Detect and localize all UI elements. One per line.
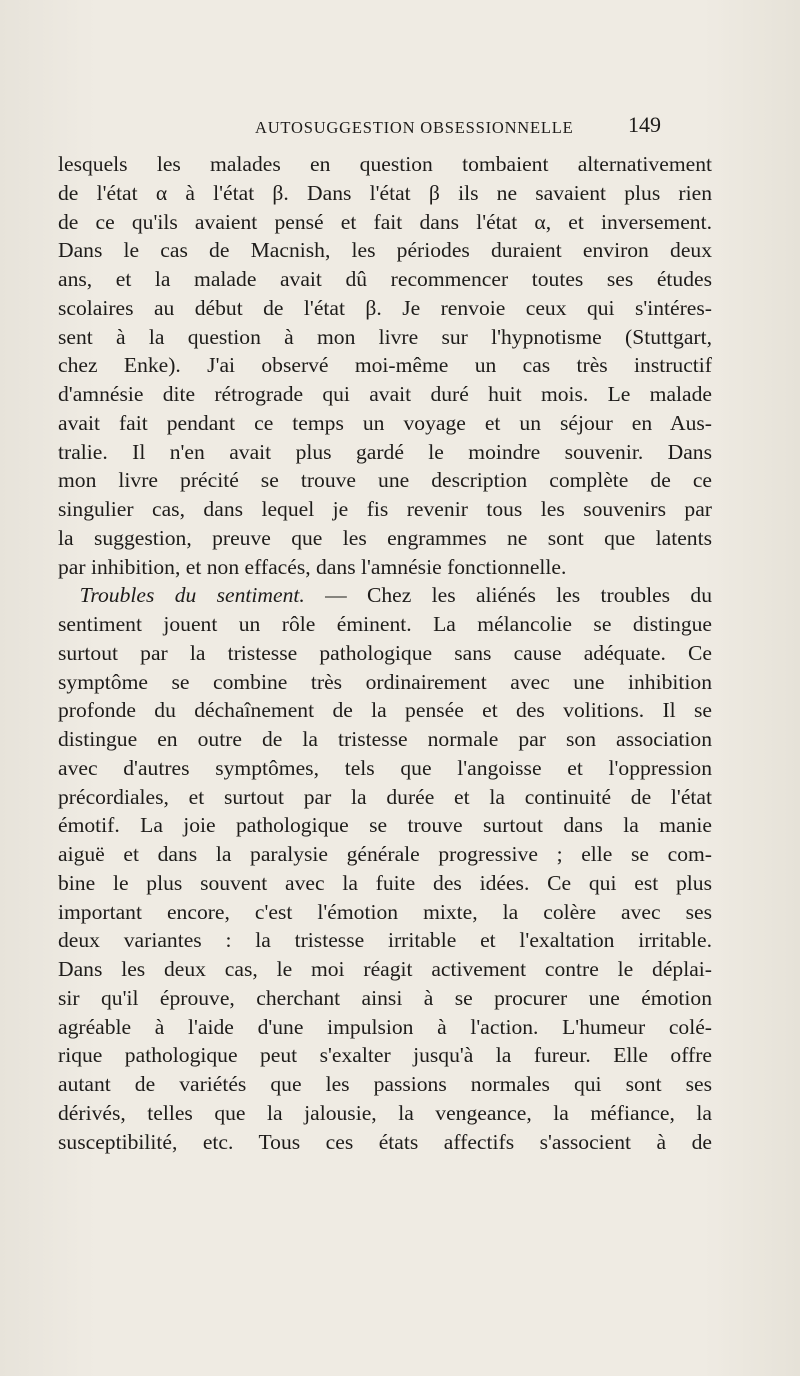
text-line: par inhibition, et non effacés, dans l'amnésie fonctionnelle. [58, 554, 567, 579]
text-line: lesquels les malades en question tombaient alternativement [58, 152, 712, 176]
text-line: avec d'autres symptômes, tels que l'angoisse et l'oppression [58, 755, 712, 780]
text-line: tralie. Il n'en avait plus gardé le moindre souvenir. Dans [58, 439, 712, 464]
text-line: autant de variétés que les passions normales qui sont ses [58, 1072, 712, 1096]
text-line: agréable à l'aide d'une impulsion à l'action. L'humeur colé- [58, 1014, 712, 1039]
text-line: sent à la question à mon livre sur l'hypnotisme (Stuttgart, [58, 324, 712, 349]
text-line: Dans les deux cas, le moi réagit activement contre le déplai- [58, 957, 712, 981]
body-text [58, 150, 712, 1156]
text-line: scolaires au début de l'état β. Je renvoie ceux qui s'intéres- [58, 295, 712, 320]
text-line: important encore, c'est l'émotion mixte, la colère avec ses [58, 899, 712, 924]
text-line: d'amnésie dite rétrograde qui avait duré huit mois. Le malade [58, 382, 712, 406]
section-heading: Troubles du sentiment. [79, 583, 305, 608]
text-line: la suggestion, preuve que les engrammes ne sont que latents [58, 525, 712, 550]
text-line: profonde du déchaînement de la pensée et des volitions. Il se [58, 698, 712, 723]
text-line: mon livre précité se trouve une description complète de ce [58, 468, 712, 493]
text-line: symptôme se combine très ordinairement avec une inhibition [58, 669, 712, 694]
text-line: distingue en outre de la tristesse normale par son association [58, 727, 712, 751]
section-first-line-rest: — Chez les aliénés les troubles du [304, 583, 712, 608]
text-line: de l'état α à l'état β. Dans l'état β ils ne savaient plus rien [58, 180, 712, 205]
text-line: bine le plus souvent avec la fuite des idées. Ce qui est plus [58, 870, 712, 895]
text-line: singulier cas, dans lequel je fis revenir tous les souvenirs par [58, 497, 712, 521]
text-line: de ce qu'ils avaient pensé et fait dans l'état α, et inversement. [58, 209, 712, 234]
text-line: chez Enke). J'ai observé moi-même un cas très instructif [58, 353, 712, 378]
text-line: ans, et la malade avait dû recommencer toutes ses études [58, 267, 712, 291]
text-line: surtout par la tristesse pathologique sans cause adéquate. Ce [58, 640, 712, 665]
text-line: Dans le cas de Macnish, les périodes duraient environ deux [58, 238, 712, 263]
running-header: AUTOSUGGESTION OBSESSIONNELLE [255, 118, 574, 137]
text-line: sir qu'il éprouve, cherchant ainsi à se procurer une émotion [58, 985, 712, 1010]
text-line: dérivés, telles que la jalousie, la vengeance, la méfiance, la [58, 1100, 712, 1125]
text-line: susceptibilité, etc. Tous ces états affectifs s'associent à de [58, 1129, 712, 1154]
page-number: 149 [628, 112, 661, 137]
text-line: rique pathologique peut s'exalter jusqu'à la fureur. Elle offre [58, 1043, 712, 1068]
section-first-line [58, 581, 712, 610]
text-line: avait fait pendant ce temps un voyage et un séjour en Aus- [58, 410, 712, 435]
text-line: sentiment jouent un rôle éminent. La mélancolie se distingue [58, 612, 712, 636]
text-line: émotif. La joie pathologique se trouve surtout dans la manie [58, 813, 712, 838]
text-line: deux variantes : la tristesse irritable et l'exaltation irritable. [58, 928, 712, 953]
text-line: précordiales, et surtout par la durée et la continuité de l'état [58, 784, 712, 809]
text-line: aiguë et dans la paralysie générale progressive ; elle se com- [58, 842, 712, 866]
